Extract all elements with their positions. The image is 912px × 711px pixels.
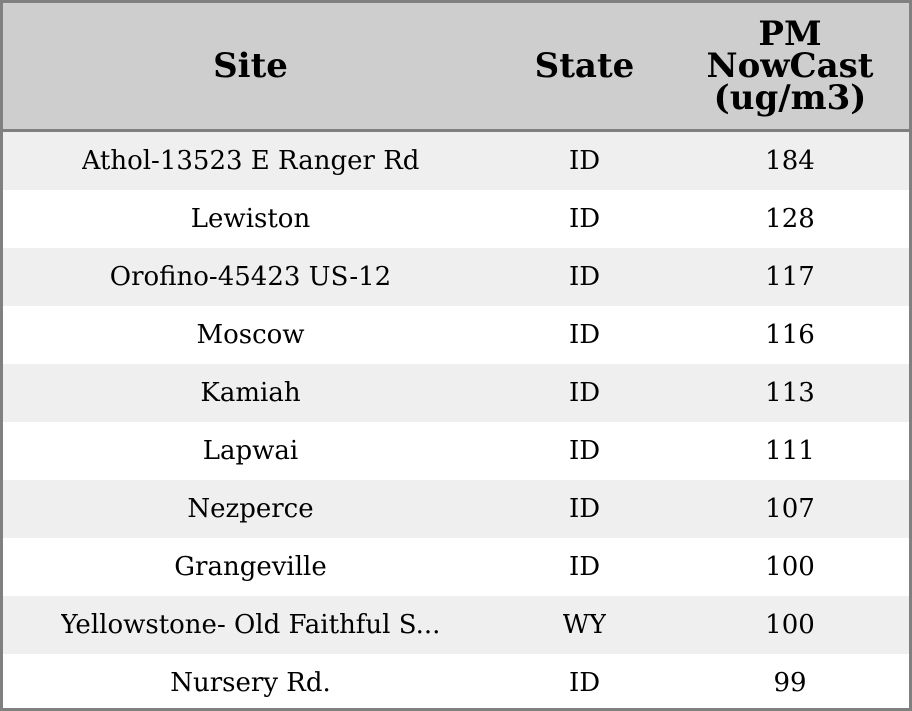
cell-pm-nowcast [671, 132, 909, 190]
cell-site [3, 306, 498, 364]
cell-state-text: ID [568, 552, 601, 582]
cell-state-text: ID [568, 204, 601, 234]
cell-site [3, 364, 498, 422]
cell-state-text: ID [568, 436, 601, 466]
cell-state [498, 654, 671, 711]
cell-state [498, 364, 671, 422]
cell-site-text: Yellowstone- Old Faithful S... [60, 610, 441, 640]
cell-site-text: Orofino-45423 US-12 [109, 262, 392, 292]
cell-state [498, 190, 671, 248]
cell-pm-nowcast [671, 538, 909, 596]
cell-pm-nowcast-text: 128 [765, 204, 815, 234]
cell-site [3, 480, 498, 538]
column-header-pm-nowcast: PM NowCast (ug/m3) [671, 3, 909, 132]
cell-site [3, 190, 498, 248]
cell-pm-nowcast [671, 190, 909, 248]
cell-site [3, 248, 498, 306]
cell-pm-nowcast [671, 364, 909, 422]
cell-pm-nowcast-text: 107 [765, 494, 815, 524]
cell-state [498, 306, 671, 364]
cell-state-text: ID [568, 494, 601, 524]
cell-site-text: Lapwai [202, 436, 299, 466]
cell-site [3, 132, 498, 190]
cell-pm-nowcast-text: 111 [765, 436, 815, 466]
cell-pm-nowcast-text: 100 [765, 610, 815, 640]
cell-pm-nowcast [671, 596, 909, 654]
cell-pm-nowcast [671, 480, 909, 538]
cell-state-text: ID [568, 668, 601, 698]
cell-site-text: Kamiah [200, 378, 301, 408]
cell-pm-nowcast-text: 113 [765, 378, 815, 408]
cell-pm-nowcast-text: 99 [773, 668, 807, 698]
cell-pm-nowcast [671, 654, 909, 711]
cell-state [498, 422, 671, 480]
cell-state [498, 480, 671, 538]
cell-state [498, 596, 671, 654]
cell-site [3, 422, 498, 480]
cell-pm-nowcast [671, 248, 909, 306]
cell-pm-nowcast [671, 422, 909, 480]
column-header-state: State [498, 3, 671, 132]
column-header-site: Site [3, 3, 498, 132]
cell-pm-nowcast-text: 184 [765, 146, 815, 176]
cell-state-text: ID [568, 262, 601, 292]
cell-state [498, 538, 671, 596]
cell-site-text: Moscow [196, 320, 305, 350]
cell-site-text: Grangeville [174, 552, 327, 582]
cell-state-text: ID [568, 320, 601, 350]
cell-state-text: ID [568, 378, 601, 408]
cell-site [3, 596, 498, 654]
cell-pm-nowcast-text: 116 [765, 320, 815, 350]
cell-state [498, 248, 671, 306]
cell-pm-nowcast-text: 100 [765, 552, 815, 582]
cell-state-text: ID [568, 146, 601, 176]
cell-site-text: Athol-13523 E Ranger Rd [81, 146, 420, 176]
cell-site [3, 538, 498, 596]
cell-site-text: Lewiston [190, 204, 311, 234]
cell-site-text: Nursery Rd. [170, 668, 331, 698]
cell-state-text: WY [562, 610, 607, 640]
data-table [3, 3, 909, 711]
cell-site-text: Nezperce [187, 494, 314, 524]
cell-state [498, 132, 671, 190]
cell-site [3, 654, 498, 711]
cell-pm-nowcast [671, 306, 909, 364]
cell-pm-nowcast-text: 117 [765, 262, 815, 292]
